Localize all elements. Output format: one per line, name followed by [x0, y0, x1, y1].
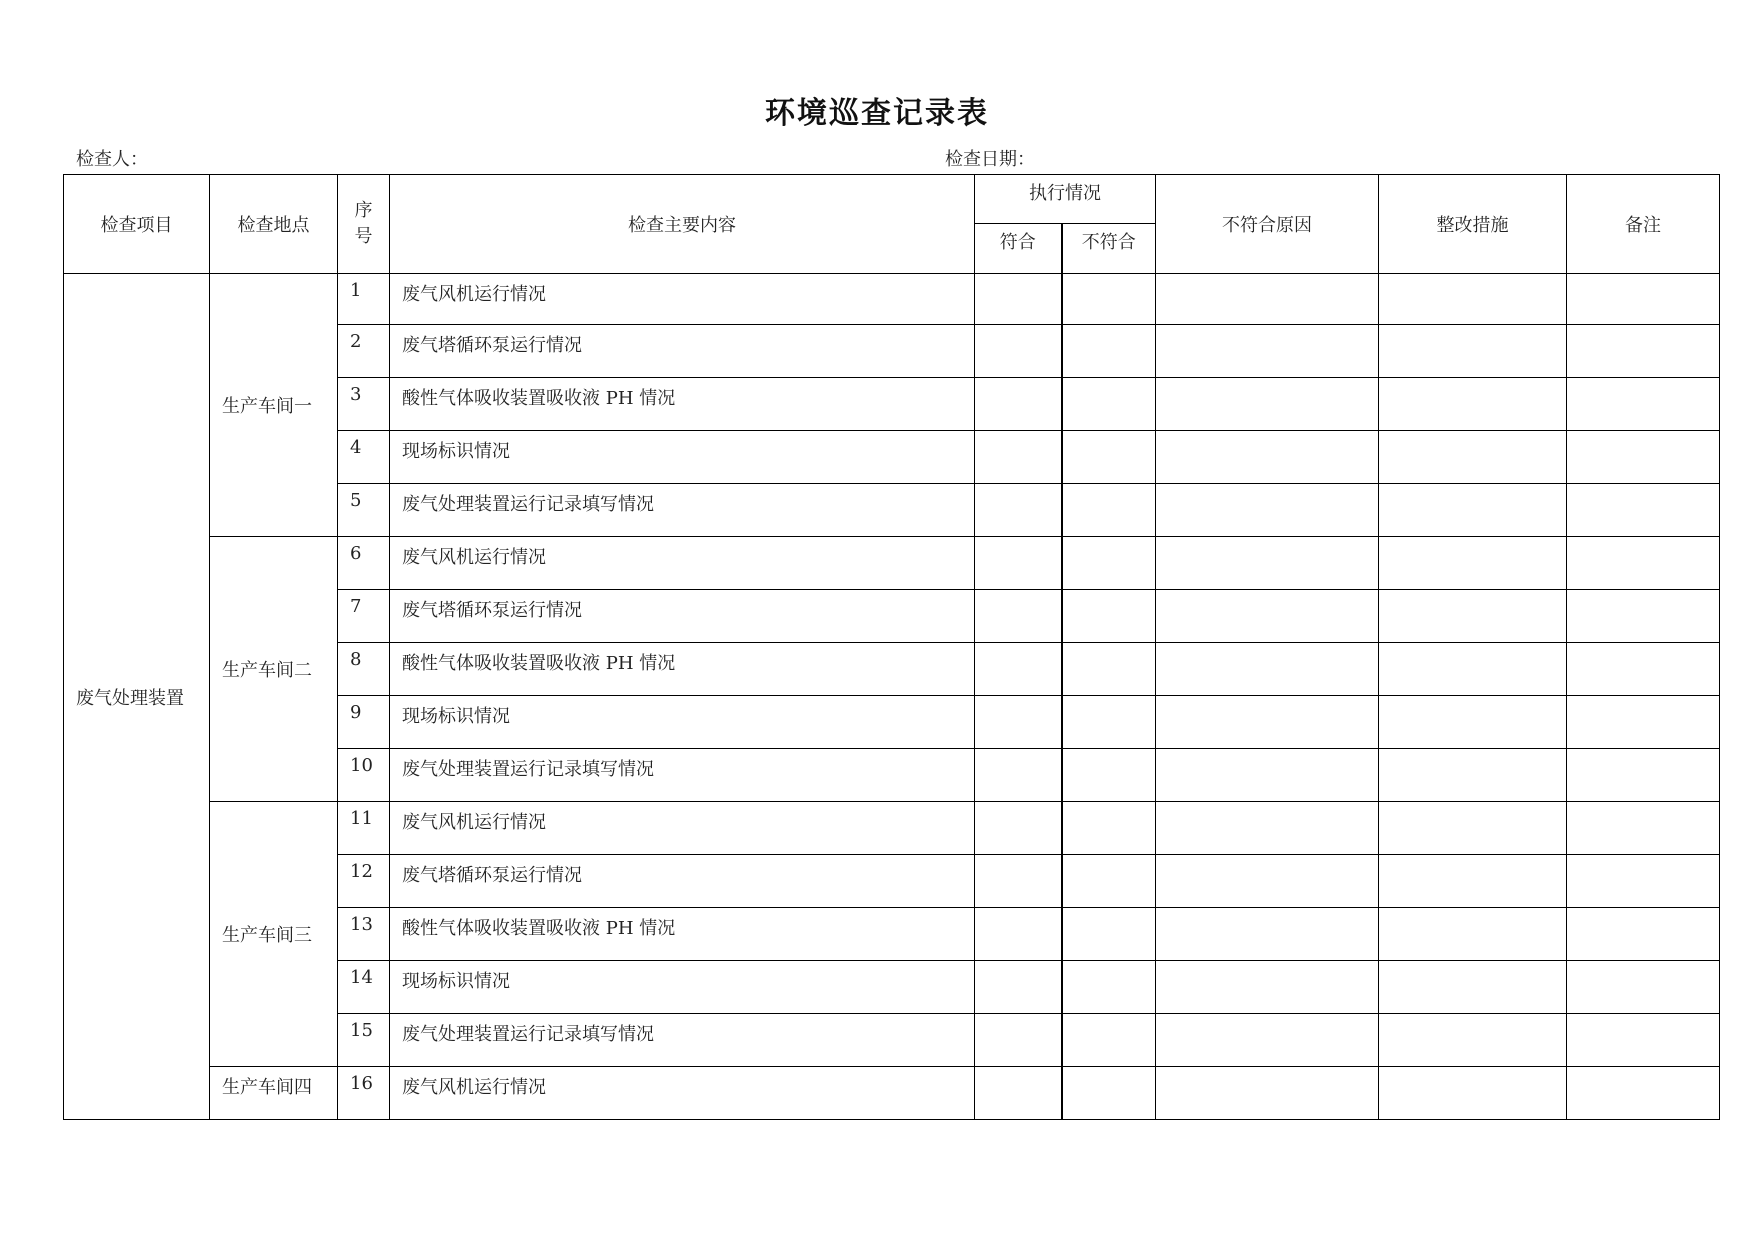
content-cell: 废气风机运行情况 — [390, 1067, 975, 1120]
content-cell: 废气塔循环泵运行情况 — [390, 325, 975, 378]
seq-cell: 9 — [338, 696, 390, 749]
seq-cell: 6 — [338, 537, 390, 590]
seq-cell: 15 — [338, 1014, 390, 1067]
conform-cell[interactable] — [975, 274, 1062, 325]
content-cell: 废气塔循环泵运行情况 — [390, 855, 975, 908]
header-measures: 整改措施 — [1379, 175, 1567, 274]
seq-cell: 8 — [338, 643, 390, 696]
reason-cell[interactable] — [1156, 590, 1379, 643]
content-cell: 废气处理装置运行记录填写情况 — [390, 1014, 975, 1067]
nonconform-cell[interactable] — [1062, 961, 1156, 1014]
measures-cell[interactable] — [1379, 802, 1567, 855]
header-seq-line-1: 序 — [354, 200, 373, 221]
nonconform-cell[interactable] — [1062, 537, 1156, 590]
remarks-cell[interactable] — [1567, 908, 1720, 961]
measures-cell[interactable] — [1379, 378, 1567, 431]
nonconform-cell[interactable] — [1062, 908, 1156, 961]
remarks-cell[interactable] — [1567, 802, 1720, 855]
header-content: 检查主要内容 — [390, 175, 975, 274]
conform-cell[interactable] — [975, 537, 1062, 590]
conform-cell[interactable] — [975, 378, 1062, 431]
conform-cell[interactable] — [975, 1014, 1062, 1067]
header-row — [64, 175, 1720, 224]
measures-cell[interactable] — [1379, 908, 1567, 961]
seq-cell: 13 — [338, 908, 390, 961]
conform-cell[interactable] — [975, 908, 1062, 961]
remarks-cell[interactable] — [1567, 1014, 1720, 1067]
measures-cell[interactable] — [1379, 537, 1567, 590]
header-item: 检查项目 — [64, 175, 210, 274]
table-row — [64, 537, 1720, 590]
remarks-cell[interactable] — [1567, 696, 1720, 749]
page-title: 环境巡查记录表 — [765, 96, 989, 131]
remarks-cell[interactable] — [1567, 274, 1720, 325]
remarks-cell[interactable] — [1567, 749, 1720, 802]
nonconform-cell[interactable] — [1062, 749, 1156, 802]
header-nonconform: 不符合 — [1062, 224, 1156, 274]
content-cell: 废气处理装置运行记录填写情况 — [390, 484, 975, 537]
header-seq — [338, 175, 390, 274]
measures-cell[interactable] — [1379, 1067, 1567, 1120]
conform-cell[interactable] — [975, 1067, 1062, 1120]
conform-cell[interactable] — [975, 484, 1062, 537]
conform-cell[interactable] — [975, 802, 1062, 855]
remarks-cell[interactable] — [1567, 643, 1720, 696]
inspection-record-table — [63, 174, 1720, 1120]
conform-cell[interactable] — [975, 590, 1062, 643]
content-cell: 废气风机运行情况 — [390, 802, 975, 855]
location-cell: 生产车间一 — [210, 274, 338, 537]
conform-cell[interactable] — [975, 431, 1062, 484]
seq-cell: 1 — [338, 274, 390, 325]
measures-cell[interactable] — [1379, 325, 1567, 378]
reason-cell[interactable] — [1156, 643, 1379, 696]
measures-cell[interactable] — [1379, 1014, 1567, 1067]
nonconform-cell[interactable] — [1062, 590, 1156, 643]
header-conform: 符合 — [975, 224, 1062, 274]
reason-cell[interactable] — [1156, 484, 1379, 537]
measures-cell[interactable] — [1379, 961, 1567, 1014]
seq-cell: 11 — [338, 802, 390, 855]
content-cell: 现场标识情况 — [390, 961, 975, 1014]
nonconform-cell[interactable] — [1062, 643, 1156, 696]
conform-cell[interactable] — [975, 855, 1062, 908]
nonconform-cell[interactable] — [1062, 1014, 1156, 1067]
remarks-cell[interactable] — [1567, 325, 1720, 378]
header-seq-line-2: 号 — [354, 226, 373, 247]
nonconform-cell[interactable] — [1062, 378, 1156, 431]
seq-cell: 16 — [338, 1067, 390, 1120]
seq-cell: 14 — [338, 961, 390, 1014]
content-cell: 废气风机运行情况 — [390, 274, 975, 325]
location-cell: 生产车间二 — [210, 537, 338, 802]
inspector-label: 检查人： — [76, 149, 148, 170]
measures-cell[interactable] — [1379, 590, 1567, 643]
reason-cell[interactable] — [1156, 802, 1379, 855]
seq-cell: 5 — [338, 484, 390, 537]
reason-cell[interactable] — [1156, 1014, 1379, 1067]
table-row — [64, 802, 1720, 855]
content-cell: 酸性气体吸收装置吸收液 PH 情况 — [390, 378, 975, 431]
seq-cell: 3 — [338, 378, 390, 431]
reason-cell[interactable] — [1156, 537, 1379, 590]
reason-cell[interactable] — [1156, 855, 1379, 908]
conform-cell[interactable] — [975, 325, 1062, 378]
content-cell: 酸性气体吸收装置吸收液 PH 情况 — [390, 908, 975, 961]
nonconform-cell[interactable] — [1062, 431, 1156, 484]
nonconform-cell[interactable] — [1062, 325, 1156, 378]
record-body — [64, 274, 1720, 1120]
reason-cell[interactable] — [1156, 749, 1379, 802]
measures-cell[interactable] — [1379, 431, 1567, 484]
category-cell: 废气处理装置 — [64, 274, 210, 1120]
nonconform-cell[interactable] — [1062, 802, 1156, 855]
reason-cell[interactable] — [1156, 274, 1379, 325]
nonconform-cell[interactable] — [1062, 855, 1156, 908]
measures-cell[interactable] — [1379, 484, 1567, 537]
content-cell: 废气风机运行情况 — [390, 537, 975, 590]
seq-cell: 2 — [338, 325, 390, 378]
seq-cell: 10 — [338, 749, 390, 802]
measures-cell[interactable] — [1379, 643, 1567, 696]
seq-cell: 4 — [338, 431, 390, 484]
remarks-cell[interactable] — [1567, 378, 1720, 431]
conform-cell[interactable] — [975, 961, 1062, 1014]
reason-cell[interactable] — [1156, 378, 1379, 431]
header-location: 检查地点 — [210, 175, 338, 274]
reason-cell[interactable] — [1156, 431, 1379, 484]
nonconform-cell[interactable] — [1062, 274, 1156, 325]
inspection-date-label: 检查日期： — [945, 149, 1035, 170]
header-reason: 不符合原因 — [1156, 175, 1379, 274]
location-cell: 生产车间四 — [210, 1067, 338, 1120]
content-cell: 现场标识情况 — [390, 431, 975, 484]
remarks-cell[interactable] — [1567, 431, 1720, 484]
content-cell: 废气处理装置运行记录填写情况 — [390, 749, 975, 802]
location-cell: 生产车间三 — [210, 802, 338, 1067]
remarks-cell[interactable] — [1567, 855, 1720, 908]
measures-cell[interactable] — [1379, 855, 1567, 908]
remarks-cell[interactable] — [1567, 484, 1720, 537]
content-cell: 废气塔循环泵运行情况 — [390, 590, 975, 643]
reason-cell[interactable] — [1156, 325, 1379, 378]
measures-cell[interactable] — [1379, 696, 1567, 749]
nonconform-cell[interactable] — [1062, 484, 1156, 537]
reason-cell[interactable] — [1156, 908, 1379, 961]
conform-cell[interactable] — [975, 643, 1062, 696]
measures-cell[interactable] — [1379, 749, 1567, 802]
content-cell: 酸性气体吸收装置吸收液 PH 情况 — [390, 643, 975, 696]
measures-cell[interactable] — [1379, 274, 1567, 325]
conform-cell[interactable] — [975, 696, 1062, 749]
nonconform-cell[interactable] — [1062, 696, 1156, 749]
seq-cell: 12 — [338, 855, 390, 908]
remarks-cell[interactable] — [1567, 590, 1720, 643]
reason-cell[interactable] — [1156, 696, 1379, 749]
header-remarks: 备注 — [1567, 175, 1720, 274]
table-row — [64, 1067, 1720, 1120]
nonconform-cell[interactable] — [1062, 1067, 1156, 1120]
seq-cell: 7 — [338, 590, 390, 643]
reason-cell[interactable] — [1156, 961, 1379, 1014]
remarks-cell[interactable] — [1567, 1067, 1720, 1120]
content-cell: 现场标识情况 — [390, 696, 975, 749]
remarks-cell[interactable] — [1567, 537, 1720, 590]
reason-cell[interactable] — [1156, 1067, 1379, 1120]
header-execution: 执行情况 — [975, 175, 1156, 224]
conform-cell[interactable] — [975, 749, 1062, 802]
remarks-cell[interactable] — [1567, 961, 1720, 1014]
table-row — [64, 274, 1720, 325]
